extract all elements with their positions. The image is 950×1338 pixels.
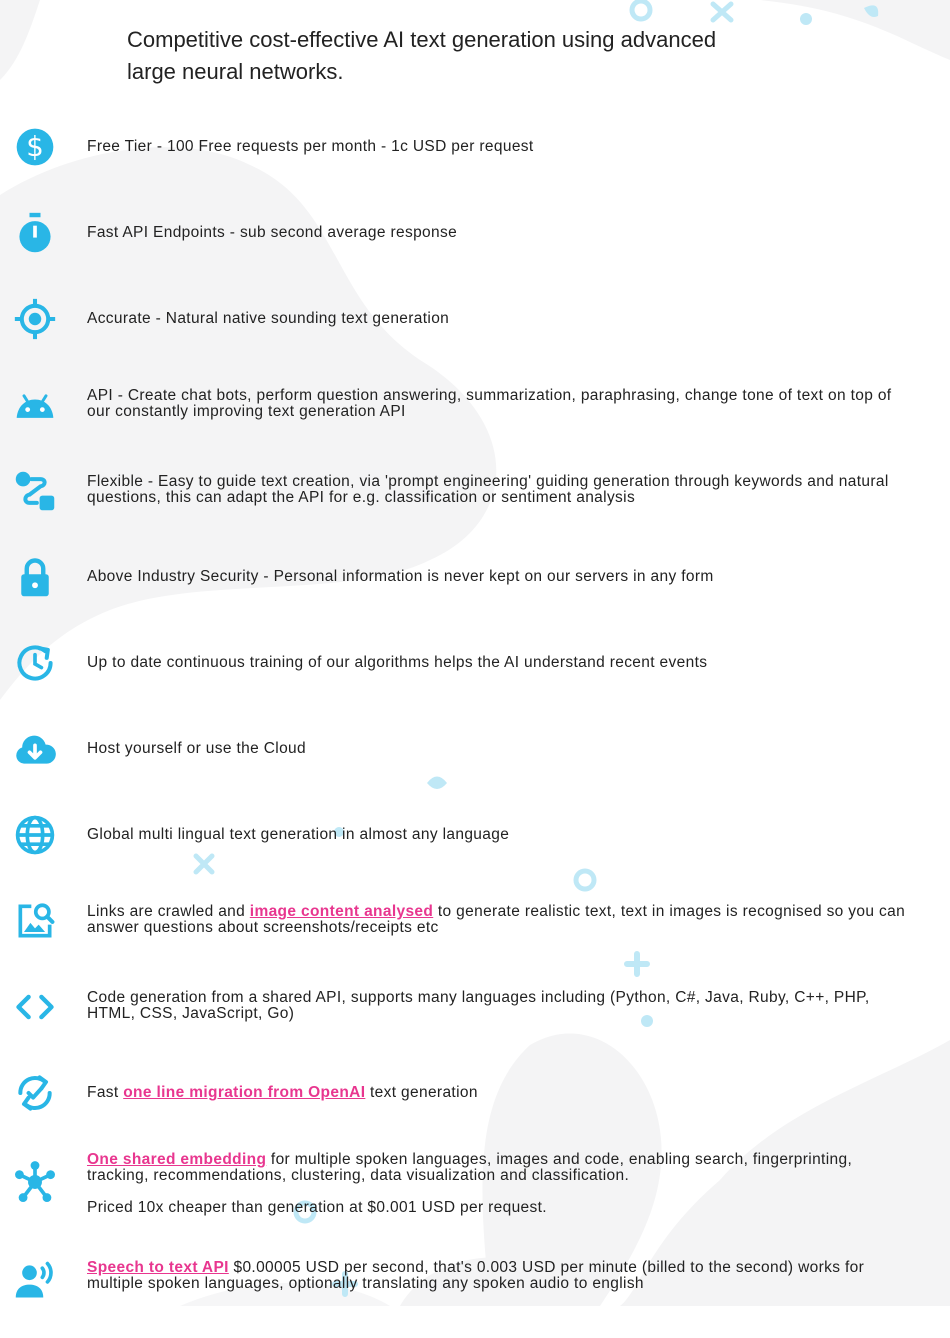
page-headline: Competitive cost-effective AI text generation using advanced large neural networks. [127, 27, 717, 84]
feature-text: Accurate - Natural native sounding text generation [87, 310, 450, 327]
feature-text: Flexible - Easy to guide text creation, via 'prompt engineering' guiding generation through keywords and natural questions, this can adapt the API for e.g. classification or sentiment analysis [87, 473, 889, 506]
background-blob [760, 0, 950, 60]
feature-text [87, 1085, 917, 1101]
lock-icon [13, 555, 57, 599]
feature-item [0, 448, 950, 534]
feature-item [0, 792, 950, 878]
dollar-icon [13, 125, 57, 169]
stopwatch-icon [13, 211, 57, 255]
feature-text: Free Tier - 100 Free requests per month - 1c USD per request [87, 138, 534, 155]
voice-icon [13, 1259, 57, 1303]
feature-text-after: $0.00005 USD per second, that's 0.003 USD per minute (billed to the second) works for multiple spoken languages, optionally translating any spoken audio to english [87, 1259, 865, 1292]
hub-icon [13, 1160, 57, 1204]
feature-text: Global multi lingual text generation in almost any language [87, 826, 510, 843]
feature-text-before: Fast [87, 1084, 124, 1101]
feature-text-after: text generation [365, 1084, 478, 1101]
update-clock-icon [13, 641, 57, 685]
feature-text: API - Create chat bots, perform question answering, summarization, paraphrasing, change tone of text on top of our constantly improving text generation API [87, 387, 892, 420]
feature-paragraph [87, 1152, 917, 1184]
speech-to-text-link[interactable]: Speech to text API [87, 1259, 229, 1276]
feature-text-after: to generate realistic text, text in images is recognised so you can answer questions about screenshots/receipts etc [87, 903, 906, 936]
feature-text: Above Industry Security - Personal information is never kept on our servers in any form [87, 568, 714, 585]
feature-item [0, 964, 950, 1050]
feature-item [0, 362, 950, 448]
feature-item [0, 1050, 950, 1136]
image-content-analysed-link[interactable]: image content analysed [249, 903, 434, 920]
confetti-cross [713, 4, 731, 20]
image-search-icon [13, 899, 57, 943]
android-icon [13, 383, 57, 427]
feature-item [0, 620, 950, 706]
code-icon [13, 985, 57, 1029]
feature-text [87, 904, 917, 936]
svg-text:$: $ [26, 131, 44, 164]
globe-icon [13, 813, 57, 857]
crosshair-icon [13, 297, 57, 341]
feature-text: Up to date continuous training of our algorithms helps the AI understand recent events [87, 654, 708, 671]
feature-item [0, 1136, 950, 1222]
confetti-ring [632, 1, 650, 19]
feature-item [0, 706, 950, 792]
feature-item [0, 190, 950, 276]
feature-text: Code generation from a shared API, supports many languages including (Python, C#, Java, Ruby, C++, PHP, HTML, CSS, JavaScript, Go) [87, 989, 870, 1022]
feature-item [0, 534, 950, 620]
feature-text-before: Links are crawled and [87, 903, 250, 920]
feature-item [0, 276, 950, 362]
cloud-download-icon [13, 727, 57, 771]
feature-pricing: Priced 10x cheaper than generation at $0.001 USD per request. [87, 1199, 547, 1216]
confetti-dot [800, 13, 812, 25]
feature-item [0, 878, 950, 964]
feature-item [0, 104, 950, 190]
background-blob [0, 0, 40, 80]
feature-text: Fast API Endpoints - sub second average response [87, 224, 458, 241]
feature-text [87, 1260, 917, 1292]
flow-icon [13, 469, 57, 513]
feature-text-after: for multiple spoken languages, images and code, enabling search, fingerprinting, tracking, recommendations, clustering, data visualization and classification. [87, 1151, 853, 1184]
openai-migration-link[interactable]: one line migration from OpenAI [123, 1084, 366, 1101]
sync-check-icon [13, 1071, 57, 1115]
feature-text [87, 1152, 917, 1216]
feature-item [0, 1252, 950, 1338]
shared-embedding-link[interactable]: One shared embedding [87, 1151, 267, 1168]
feature-text: Host yourself or use the Cloud [87, 740, 306, 757]
